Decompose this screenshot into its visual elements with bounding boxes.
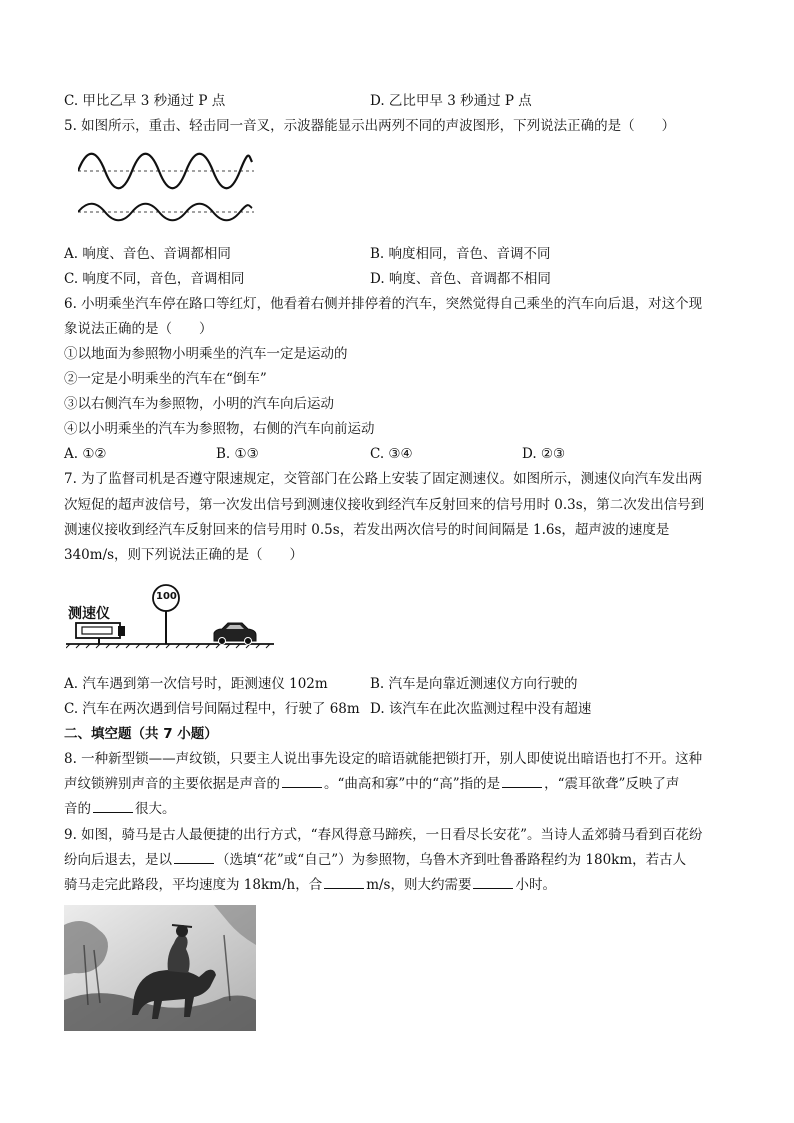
q9-text-a: 纷向后退去，是以 — [64, 852, 172, 868]
q6-stem-line1: 6. 小明乘坐汽车停在路口等红灯，他看着右侧并排停着的汽车，突然觉得自己乘坐的汽车向后退，对这个现 — [64, 296, 703, 312]
car-wheel-rear — [219, 638, 226, 645]
detector-emitter — [118, 626, 125, 636]
q9-blank-2[interactable] — [324, 876, 364, 889]
q9-text-e: 小时。 — [515, 877, 556, 893]
q4-option-c: C. 甲比乙早 3 秒通过 P 点 — [64, 93, 226, 109]
speed-detector-label: 测速仪 — [68, 606, 110, 622]
q8-line1: 8. 一种新型锁——声纹锁，只要主人说出事先设定的暗语就能把锁打开，别人即使说出暗语也打不开。这种 — [64, 751, 703, 767]
q5-option-c: C. 响度不同，音色，音调相同 — [64, 271, 245, 287]
q5-option-a: A. 响度、音色、音调都相同 — [64, 246, 231, 262]
q7-stem-line2: 次短促的超声波信号，第一次发出信号到测速仪接收到经汽车反射回来的信号用时 0.3s，第二次发出信号到 — [64, 497, 705, 513]
q6-option-d: D. ②③ — [522, 446, 566, 462]
q8-line2 — [64, 775, 679, 793]
car-wheel-front — [245, 638, 252, 645]
q9-blank-1[interactable] — [174, 851, 214, 864]
q9-text-d: m/s，则大约需要 — [366, 877, 472, 893]
q5-option-b: B. 响度相同，音色、音调不同 — [370, 246, 551, 262]
q6-option-b: B. ①③ — [216, 446, 259, 462]
q9-text-c: 骑马走完此路段，平均速度为 18km/h，合 — [64, 877, 323, 893]
q6-statement-1: ①以地面为参照物小明乘坐的汽车一定是运动的 — [64, 346, 348, 362]
q7-option-d: D. 该汽车在此次监测过程中没有超速 — [370, 701, 592, 717]
q5-option-d: D. 响度、音色、音调都不相同 — [370, 271, 551, 287]
q6-option-a: A. ①② — [64, 446, 107, 462]
q9-line2 — [64, 851, 686, 869]
q7-option-c: C. 汽车在两次遇到信号间隔过程中，行驶了 68m — [64, 701, 360, 717]
q8-text-e: 很大。 — [135, 801, 176, 817]
q5-stem: 5. 如图所示，重击、轻击同一音叉，示波器能显示出两列不同的声波图形，下列说法正确的是（ ） — [64, 118, 676, 134]
q7-option-b: B. 汽车是向靠近测速仪方向行驶的 — [370, 676, 578, 692]
q8-line3 — [64, 800, 176, 818]
q8-blank-2[interactable] — [502, 775, 542, 788]
q7-option-a: A. 汽车遇到第一次信号时，距测速仪 102m — [64, 676, 328, 692]
section-title-fill-in: 二、填空题（共 7 小题） — [64, 726, 218, 742]
q8-text-b: 。“曲高和寡”中的“高”指的是 — [324, 776, 501, 792]
q7-stem-line4: 340m/s，则下列说法正确的是（ ） — [64, 547, 304, 563]
q9-line3 — [64, 876, 556, 894]
q6-statement-3: ③以右侧汽车为参照物，小明的汽车向后运动 — [64, 396, 334, 412]
q6-option-c: C. ③④ — [370, 446, 413, 462]
q6-statement-4: ④以小明乘坐的汽车为参照物，右侧的汽车向前运动 — [64, 421, 375, 437]
q8-blank-1[interactable] — [282, 775, 322, 788]
q4-option-d: D. 乙比甲早 3 秒通过 P 点 — [370, 93, 532, 109]
q8-text-a: 声纹锁辨别声音的主要依据是声音的 — [64, 776, 280, 792]
q8-text-d: 音的 — [64, 801, 91, 817]
q9-line1: 9. 如图，骑马是古人最便捷的出行方式，“春风得意马蹄疾，一日看尽长安花”。当诗人孟郊骑马看到百花纷 — [64, 827, 703, 843]
q7-stem-line3: 测速仪接收到经汽车反射回来的信号用时 0.5s，若发出两次信号的时间间隔是 1.6s，超声波的速度是 — [64, 522, 670, 538]
q8-blank-3[interactable] — [93, 800, 133, 813]
q6-stem-line2: 象说法正确的是（ ） — [64, 321, 213, 337]
q9-blank-3[interactable] — [473, 876, 513, 889]
q6-statement-2: ②一定是小明乘坐的汽车在“倒车” — [64, 371, 267, 387]
horse-rider-painting — [64, 905, 256, 1031]
speed-detector-figure — [66, 583, 276, 649]
q9-text-b: （选填“花”或“自己”）为参照物，乌鲁木齐到吐鲁番路程约为 180km，若古人 — [216, 852, 687, 868]
speed-limit-value: 100 — [156, 591, 177, 602]
q7-stem-line1: 7. 为了监督司机是否遵守限速规定，交管部门在公路上安装了固定测速仪。如图所示，测速仪向汽车发出两 — [64, 471, 703, 487]
q8-text-c: ，“震耳欲聋”反映了声 — [544, 776, 680, 792]
waveform-figure — [78, 146, 254, 230]
